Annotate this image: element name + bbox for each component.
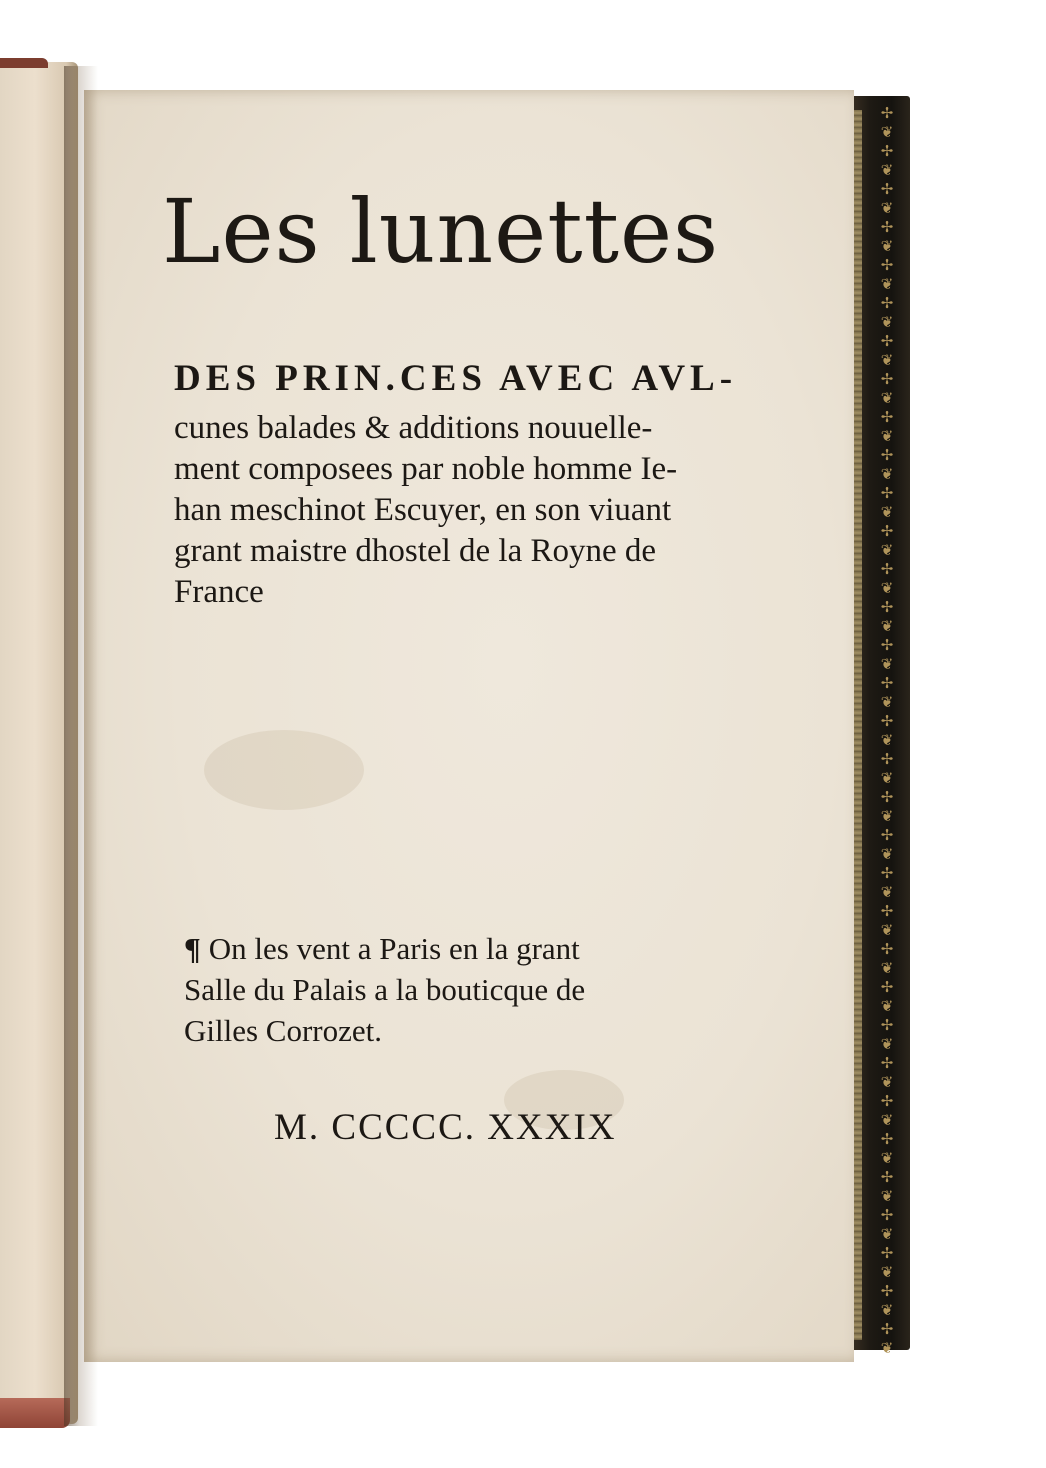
publication-date: M. CCCCC. XXXIX	[274, 1107, 617, 1148]
title-page-text	[84, 90, 854, 1362]
book-title: Les lunettes	[162, 180, 720, 283]
imprint-line: Gilles Corrozet.	[184, 1013, 383, 1048]
title-page	[84, 90, 854, 1362]
title-caps-line: DES PRIN.CES AVEC AVL-	[174, 358, 738, 399]
description-line: ment composees par noble homme Ie-	[174, 451, 678, 487]
title-description	[174, 408, 677, 613]
description-line: cunes balades & additions nouuelle-	[174, 410, 653, 446]
description-line: han meschinot Escuyer, en son viuant	[174, 492, 672, 528]
description-line: France	[174, 574, 264, 610]
left-cover-bottom-edge	[0, 1398, 70, 1428]
gilt-tooling-pattern: ✢ ❦ ✢ ❦ ✢ ❦ ✢ ❦ ✢ ❦ ✢ ❦ ✢ ❦ ✢ ❦ ✢ ❦ ✢ ❦ ✢ ❦ ✢ ❦ ✢ ❦ ✢ ❦ ✢ ❦ ✢ ❦ ✢ ❦ ✢ ❦ ✢ ❦ ✢ ❦ ✢ ❦ ✢ ❦ ✢ ❦ ✢ ❦ ✢ ❦ ✢ ❦ ✢ ❦ ✢ ❦ ✢ ❦ ✢ ❦ ✢ ❦ ✢ ❦ ✢ ❦	[880, 104, 894, 1357]
imprint-line	[184, 928, 585, 969]
pilcrow-mark: ¶	[184, 931, 201, 966]
imprint-block	[184, 928, 585, 1051]
description-line: grant maistre dhostel de la Royne de	[174, 533, 657, 569]
left-cover-top-edge	[0, 58, 48, 68]
imprint-line: Salle du Palais a la bouticque de	[184, 972, 586, 1007]
imprint-line-text: On les vent a Paris en la grant	[208, 931, 580, 966]
